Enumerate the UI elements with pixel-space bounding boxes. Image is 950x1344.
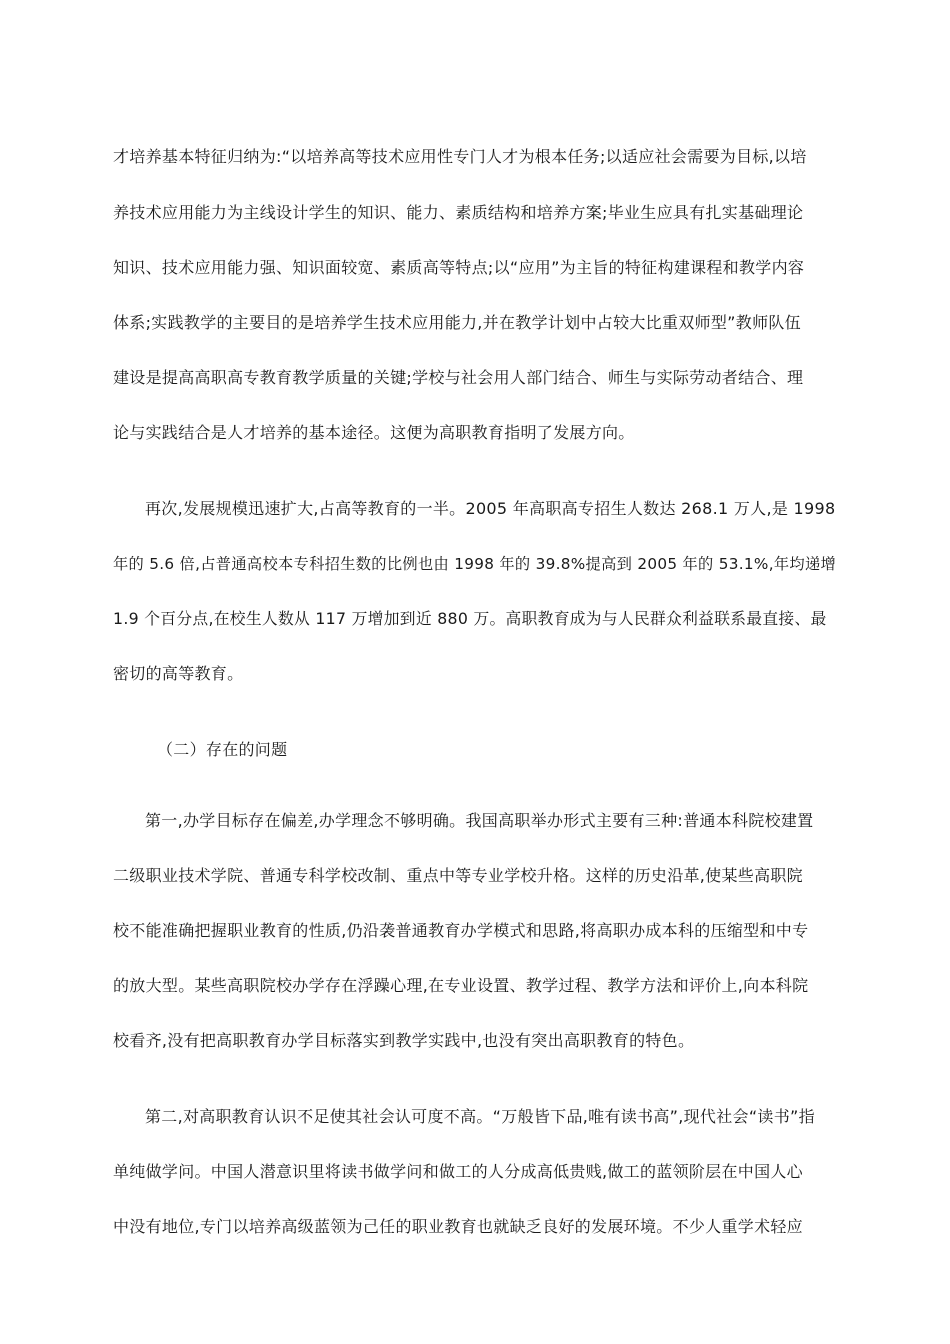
paragraph-4-line-3: 中没有地位,专门以培养高级蓝领为己任的职业教育也就缺乏良好的发展环境。不少人重学术轻应 — [113, 1217, 803, 1236]
paragraph-4-line-2: 单纯做学问。中国人潜意识里将读书做学问和做工的人分成高低贵贱,做工的蓝领阶层在中国人心 — [113, 1162, 803, 1181]
paragraph-1-line-6: 论与实践结合是人才培养的基本途径。这便为高职教育指明了发展方向。 — [113, 423, 635, 442]
paragraph-2-line-3: 1.9 个百分点,在校生人数从 117 万增加到近 880 万。高职教育成为与人民群众利益联系最直接、最 — [113, 609, 827, 628]
paragraph-3-line-2: 二级职业技术学院、普通专科学校改制、重点中等专业学校升格。这样的历史沿革,使某些高职院 — [113, 866, 803, 885]
paragraph-1-line-4: 体系;实践教学的主要目的是培养学生技术应用能力,并在教学计划中占较大比重双师型”教师队伍 — [113, 313, 801, 332]
paragraph-1-line-5: 建设是提高高职高专教育教学质量的关键;学校与社会用人部门结合、师生与实际劳动者结合、理 — [113, 368, 804, 387]
paragraph-3-line-1: 第一,办学目标存在偏差,办学理念不够明确。我国高职举办形式主要有三种:普通本科院校建置 — [145, 811, 814, 830]
paragraph-3-line-4: 的放大型。某些高职院校办学存在浮躁心理,在专业设置、教学过程、教学方法和评价上,向本科院 — [113, 976, 809, 995]
section-heading: （二）存在的问题 — [157, 740, 288, 759]
paragraph-2-line-1: 再次,发展规模迅速扩大,占高等教育的一半。2005 年高职高专招生人数达 268.1 万人,是 1998 — [145, 499, 836, 518]
paragraph-2-line-2: 年的 5.6 倍,占普通高校本专科招生数的比例也由 1998 年的 39.8%提高到 2005 年的 53.1%,年均递增 — [113, 555, 837, 573]
paragraph-1-line-3: 知识、技术应用能力强、知识面较宽、素质高等特点;以“应用”为主旨的特征构建课程和教学内容 — [113, 258, 805, 277]
paragraph-3-line-5: 校看齐,没有把高职教育办学目标落实到教学实践中,也没有突出高职教育的特色。 — [113, 1031, 695, 1050]
paragraph-1-line-2: 养技术应用能力为主线设计学生的知识、能力、素质结构和培养方案;毕业生应具有扎实基础理论 — [113, 203, 804, 222]
paragraph-3-line-3: 校不能准确把握职业教育的性质,仍沿袭普通教育办学模式和思路,将高职办成本科的压缩型和中专 — [113, 921, 809, 940]
paragraph-2-line-4: 密切的高等教育。 — [113, 664, 244, 683]
paragraph-4-line-1: 第二,对高职教育认识不足使其社会认可度不高。“万般皆下品,唯有读书高”,现代社会“读书”指 — [145, 1107, 815, 1126]
paragraph-1-line-1: 才培养基本特征归纳为:“以培养高等技术应用性专门人才为根本任务;以适应社会需要为目标,以培 — [113, 147, 807, 166]
